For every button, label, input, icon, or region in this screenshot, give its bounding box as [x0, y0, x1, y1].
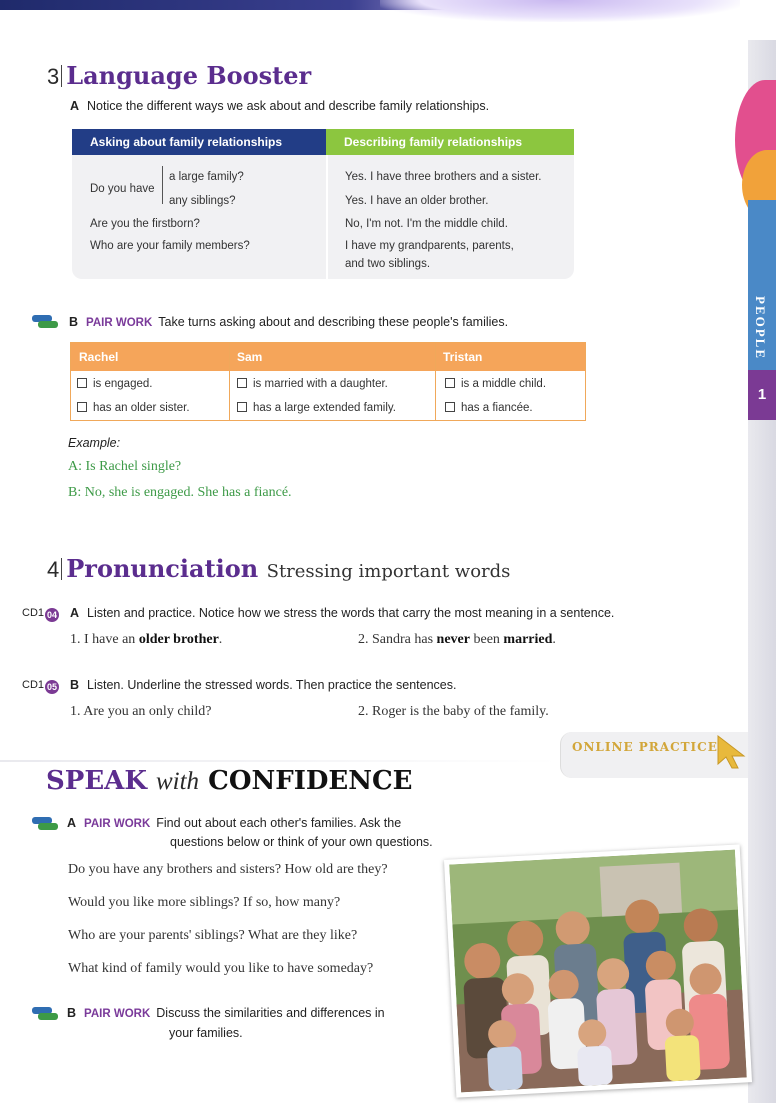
table-header-asking: Asking about family relationships [72, 129, 326, 155]
pronunciation-sentence-2: 2. Sandra has never been married. [358, 632, 556, 647]
pronunciation-sentence-3: 1. Are you an only child? [70, 704, 212, 719]
online-practice-label[interactable]: ONLINE PRACTICE [572, 740, 718, 754]
family-photo [444, 844, 752, 1097]
table-cell: any siblings? [169, 195, 236, 207]
speak-b-instruction [67, 1006, 385, 1020]
table-cell: No, I'm not. I'm the middle child. [345, 218, 508, 230]
checkbox-label: is a middle child. [461, 378, 547, 390]
speak-b-instruction-line2: your families. [169, 1026, 243, 1040]
checkbox-label: has a fiancée. [461, 402, 533, 414]
instruction-text: Listen and practice. Notice how we stress the words that carry the most meaning in a sentence. [87, 606, 615, 620]
checkbox-label: is married with a daughter. [253, 378, 388, 390]
family-photo-illustration [449, 850, 747, 1093]
brace-line [162, 166, 163, 204]
audio-track-04[interactable] [22, 607, 59, 622]
question-item: Who are your parents' siblings? What are they like? [68, 928, 358, 943]
activity-letter: B [67, 1006, 77, 1020]
speak-a-instruction [67, 816, 401, 830]
section3-heading [47, 61, 311, 90]
person-header-rachel: Rachel [71, 343, 229, 371]
people-table [70, 342, 586, 421]
top-swoosh-decoration [380, 0, 740, 22]
unit-number-tab[interactable]: 1 [748, 370, 776, 420]
instruction-text: Listen. Underline the stressed words. Then practice the sentences. [87, 678, 457, 692]
question-item: What kind of family would you like to have someday? [68, 961, 374, 976]
checkbox-label: has an older sister. [93, 402, 190, 414]
pair-work-icon [32, 315, 58, 329]
checkbox-item[interactable] [77, 378, 152, 390]
table-cell: Yes. I have an older brother. [345, 195, 489, 207]
cd-label: CD1 [22, 607, 45, 619]
section-title: Language Booster [66, 61, 312, 90]
section3-a-instruction [70, 99, 489, 113]
checkbox-item[interactable] [445, 402, 533, 414]
speak-a-instruction-line2: questions below or think of your own questions. [170, 835, 433, 849]
checkbox[interactable] [237, 378, 247, 388]
audio-disc-icon[interactable]: 04 [47, 610, 58, 620]
section-title: Pronunciation [66, 554, 259, 583]
unit-label-tab[interactable] [748, 200, 776, 370]
divider [0, 760, 560, 762]
unit-label-text: PEOPLE [753, 296, 768, 361]
section3-b-instruction [69, 315, 508, 329]
checkbox-label: has a large extended family. [253, 402, 396, 414]
table-cell: and two siblings. [345, 258, 431, 270]
question-item: Do you have any brothers and sisters? How old are they? [68, 862, 388, 877]
person-header-tristan: Tristan [435, 343, 585, 371]
table-header-describing: Describing family relationships [326, 129, 574, 155]
checkbox[interactable] [445, 378, 455, 388]
speak-with-confidence-heading: SPEAK with CONFIDENCE [46, 766, 413, 796]
pair-work-label: PAIR WORK [84, 1008, 151, 1020]
table-cell: I have my grandparents, parents, [345, 240, 514, 252]
pair-work-icon [32, 817, 58, 831]
section-number: 3 [47, 64, 60, 89]
section-subtitle: Stressing important words [266, 561, 511, 582]
pair-work-label: PAIR WORK [84, 818, 151, 830]
table-cell: Do you have [90, 183, 155, 195]
example-line-a: A: Is Rachel single? [68, 459, 182, 474]
section4-a-instruction [70, 606, 614, 620]
instruction-text: Take turns asking about and describing these people's families. [158, 315, 509, 329]
section4-b-instruction [70, 678, 456, 692]
pair-work-icon [32, 1007, 58, 1021]
activity-letter: A [67, 816, 77, 830]
cd-label: CD1 [22, 679, 45, 691]
activity-letter: B [70, 678, 80, 692]
example-line-b: B: No, she is engaged. She has a fiancé. [68, 485, 292, 500]
activity-letter: B [69, 315, 79, 329]
question-item: Would you like more siblings? If so, how many? [68, 895, 341, 910]
checkbox[interactable] [445, 402, 455, 412]
section-number: 4 [47, 557, 60, 582]
table-cell: Are you the firstborn? [90, 218, 200, 230]
table-cell: Yes. I have three brothers and a sister. [345, 171, 542, 183]
checkbox[interactable] [237, 402, 247, 412]
checkbox-item[interactable] [237, 378, 388, 390]
language-booster-table [72, 129, 574, 279]
audio-disc-icon[interactable]: 05 [47, 682, 58, 692]
table-cell: a large family? [169, 171, 244, 183]
table-cell: Who are your family members? [90, 240, 250, 252]
example-label: Example: [68, 436, 121, 450]
cursor-arrow-icon [716, 734, 746, 770]
checkbox[interactable] [77, 402, 87, 412]
checkbox-item[interactable] [445, 378, 546, 390]
checkbox-item[interactable] [237, 402, 396, 414]
pair-work-label: PAIR WORK [86, 317, 153, 329]
checkbox-label: is engaged. [93, 378, 153, 390]
instruction-text: Find out about each other's families. Ask the [156, 816, 402, 830]
instruction-text: Discuss the similarities and differences in [156, 1006, 385, 1020]
checkbox[interactable] [77, 378, 87, 388]
person-header-sam: Sam [229, 343, 435, 371]
pronunciation-sentence-4: 2. Roger is the baby of the family. [358, 704, 549, 719]
activity-letter: A [70, 99, 80, 113]
activity-letter: A [70, 606, 80, 620]
audio-track-05[interactable] [22, 679, 59, 694]
instruction-text: Notice the different ways we ask about and describe family relationships. [87, 99, 490, 113]
section4-heading [47, 554, 510, 583]
pronunciation-sentence-1: 1. I have an older brother. [70, 632, 223, 647]
checkbox-item[interactable] [77, 402, 190, 414]
